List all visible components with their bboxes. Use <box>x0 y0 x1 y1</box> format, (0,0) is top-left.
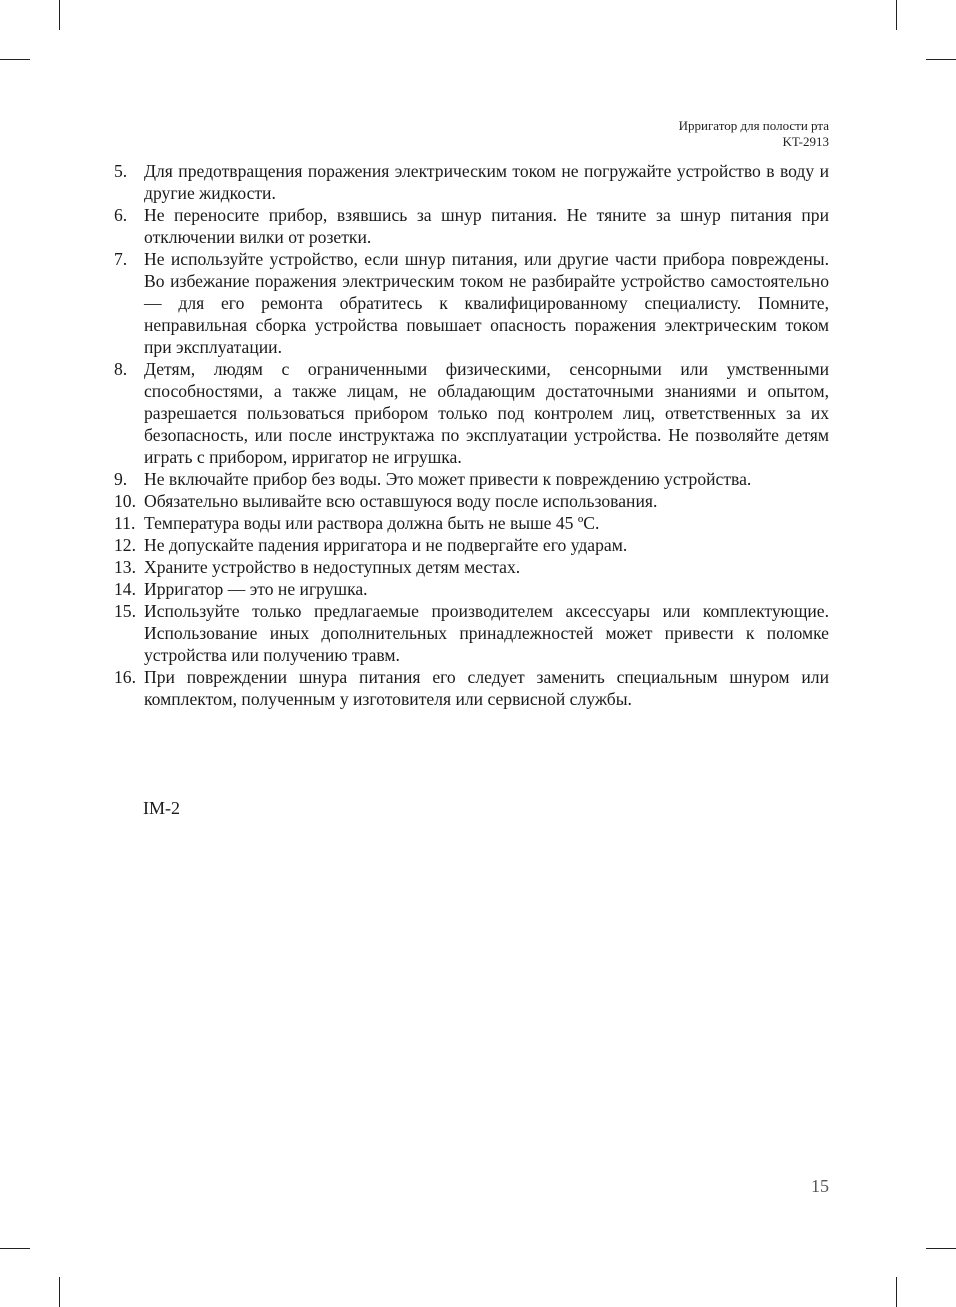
list-item <box>114 248 829 358</box>
list-item-text: Обязательно выливайте всю оставшуюся воду после использования. <box>144 491 658 511</box>
list-item <box>114 534 829 556</box>
list-item-number: 11. <box>114 513 136 533</box>
list-item-number: 6. <box>114 205 128 225</box>
header-product-name: Ирригатор для полости рта <box>678 118 829 133</box>
list-item-text: Храните устройство в недоступных детям местах. <box>144 557 521 577</box>
list-item-number: 8. <box>114 359 128 379</box>
list-item <box>114 600 829 666</box>
safety-instructions-list <box>114 160 829 710</box>
list-item <box>114 160 829 204</box>
running-header <box>679 118 829 150</box>
list-item-text: Не допускайте падения ирригатора и не подвергайте его ударам. <box>144 535 628 555</box>
list-item <box>114 490 829 512</box>
list-item-text: При повреждении шнура питания его следует заменить специальным шнуром или комплектом, полученным у изготовителя или сервисной службы. <box>144 667 829 709</box>
crop-mark-bottom-left-horizontal <box>0 1248 30 1249</box>
list-item-number: 7. <box>114 249 128 269</box>
list-item <box>114 468 829 490</box>
list-item-text: Не включайте прибор без воды. Это может привести к повреждению устройства. <box>144 469 752 489</box>
list-item-number: 9. <box>114 469 128 489</box>
list-item <box>114 204 829 248</box>
crop-mark-top-right-horizontal <box>926 59 956 60</box>
list-item-number: 15. <box>114 601 136 621</box>
list-item-number: 12. <box>114 535 136 555</box>
list-item-number: 16. <box>114 667 136 687</box>
page-number: 15 <box>811 1176 829 1196</box>
list-item <box>114 358 829 468</box>
list-item-number: 14. <box>114 579 136 599</box>
list-item-number: 5. <box>114 161 128 181</box>
list-item-text: Не переносите прибор, взявшись за шнур питания. Не тяните за шнур питания при отключении вилки от розетки. <box>144 205 829 247</box>
list-item-text: Температура воды или раствора должна быть не выше 45 ºC. <box>144 513 600 533</box>
list-item-number: 13. <box>114 557 136 577</box>
list-item <box>114 666 829 710</box>
list-item <box>114 556 829 578</box>
crop-mark-bottom-right-horizontal <box>926 1248 956 1249</box>
list-item-text: Детям, людям с ограниченными физическими, сенсорными или умственными способностями, а также лицам, не обладающим достаточными знаниями и опытом, разрешается пользоваться прибором только под контролем лиц, ответственных за их безопасность, или после инструктажа по эксплуатации устройства. Не позволяйте детям играть с прибором, ирригатор не игрушка. <box>144 359 829 467</box>
list-item <box>114 512 829 534</box>
model-code: IM-2 <box>143 798 180 818</box>
crop-mark-top-left-horizontal <box>0 59 30 60</box>
list-item-text: Не используйте устройство, если шнур питания, или другие части прибора повреждены. Во избежание поражения электрическим током не разбирайте устройство самостоятельно — для его ремонта обратитесь к квалифицированному специалисту. Помните, неправильная сборка устройства повышает опасность поражения электрическим током при эксплуатации. <box>144 249 829 357</box>
crop-mark-top-right-vertical <box>896 0 897 30</box>
header-model: KT-2913 <box>782 134 829 149</box>
list-item-number: 10. <box>114 491 136 511</box>
list-item-text: Используйте только предлагаемые производителем аксессуары или комплектующие. Использование иных дополнительных принадлежностей может привести к поломке устройства или получению травм. <box>144 601 829 665</box>
crop-mark-bottom-left-vertical <box>59 1277 60 1307</box>
crop-mark-top-left-vertical <box>59 0 60 30</box>
crop-mark-bottom-right-vertical <box>896 1277 897 1307</box>
list-item-text: Для предотвращения поражения электрическим током не погружайте устройство в воду и другие жидкости. <box>144 161 829 203</box>
list-item-text: Ирригатор — это не игрушка. <box>144 579 368 599</box>
list-item <box>114 578 829 600</box>
